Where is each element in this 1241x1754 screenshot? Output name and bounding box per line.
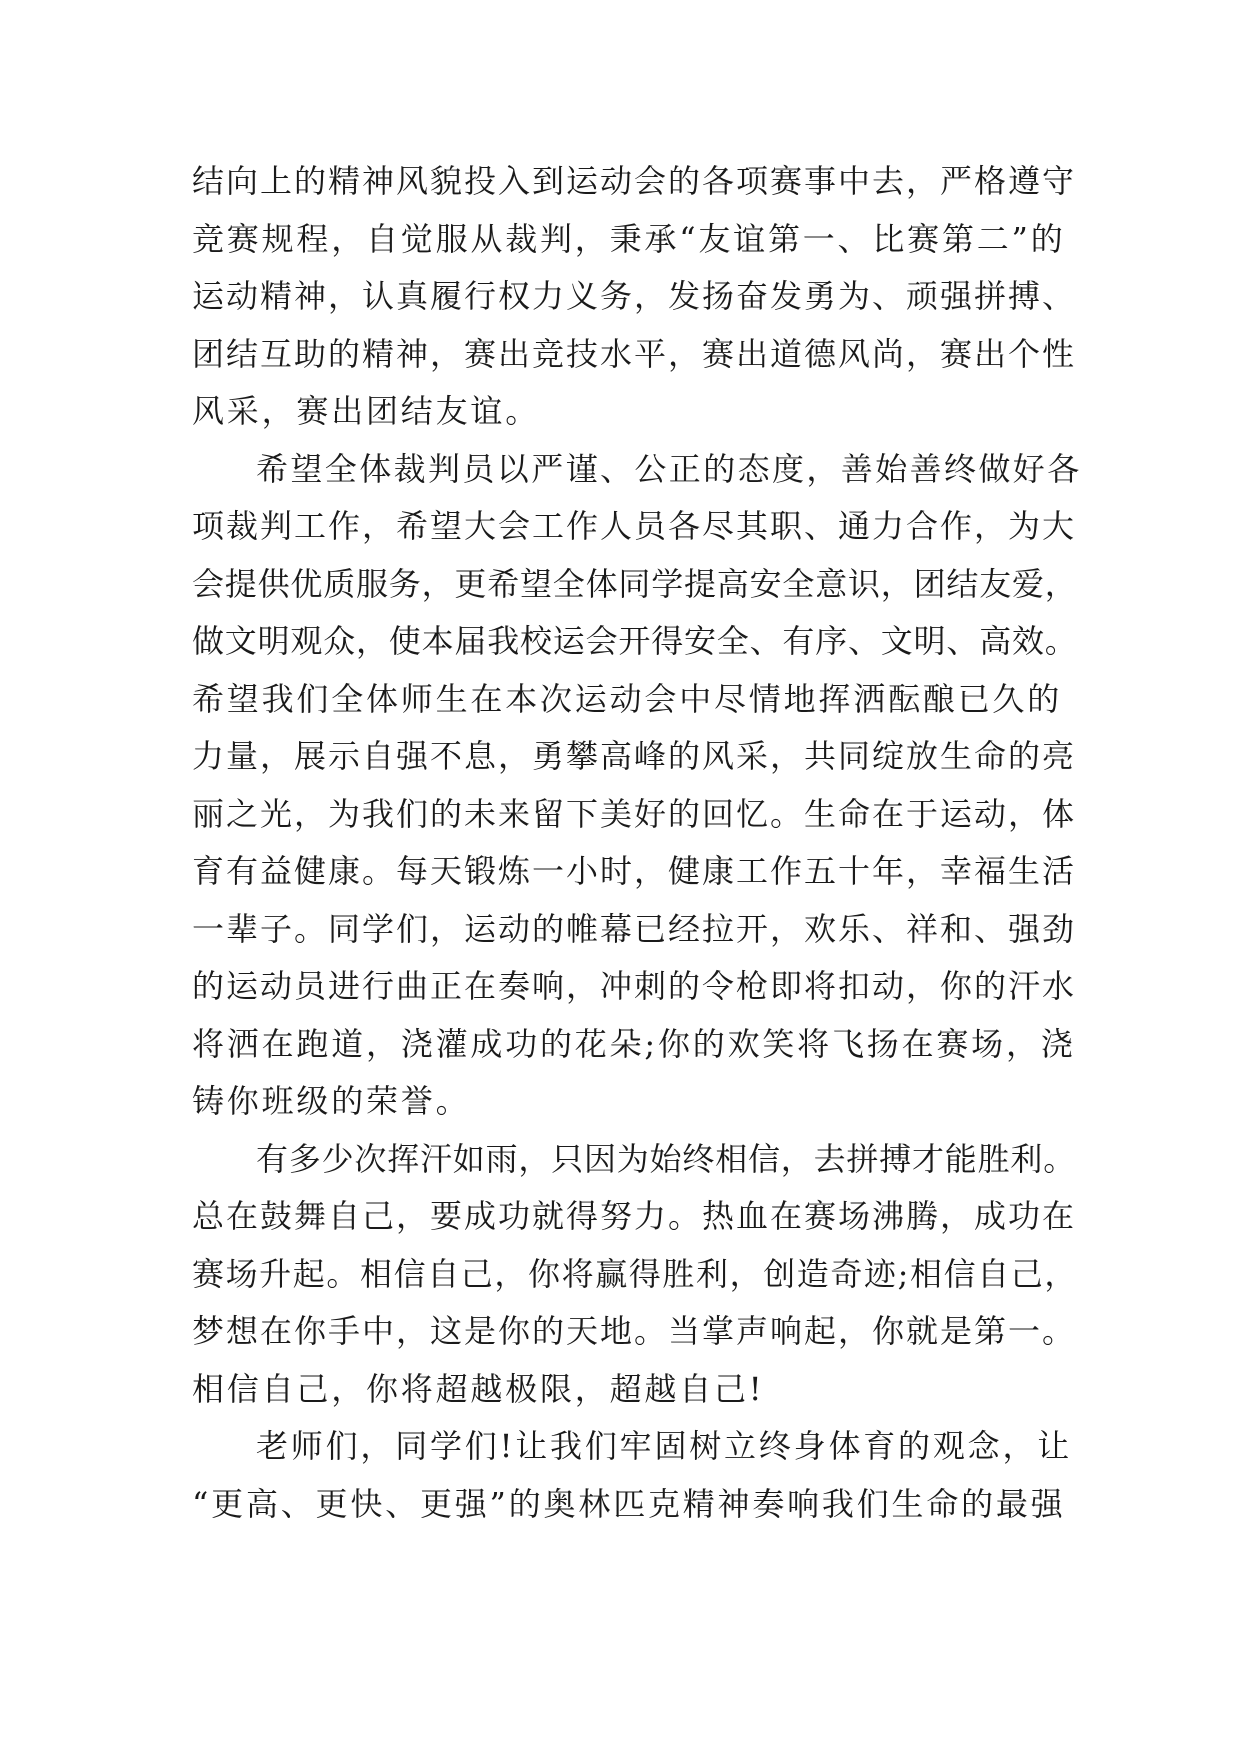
text-line: 结向上的精神风貌投入到运动会的各项赛事中去，严格遵守	[192, 162, 1077, 200]
text-line: 一辈子。同学们，运动的帷幕已经拉开，欢乐、祥和、强劲	[192, 909, 1077, 948]
text-line: 运动精神，认真履行权力义务，发扬奋发勇为、顽强拼搏、	[192, 277, 1077, 315]
text-line: 梦想在你手中，这是你的天地。当掌声响起，你就是第一。	[192, 1312, 1077, 1350]
text-line: 老师们，同学们!让我们牢固树立终身体育的观念，让	[256, 1427, 1073, 1465]
text-line: 有多少次挥汗如雨，只因为始终相信，去拼搏才能胜利。	[256, 1139, 1077, 1178]
text-line: 相信自己，你将超越极限，超越自己!	[192, 1369, 765, 1408]
text-line: 团结互助的精神，赛出竞技水平，赛出道德风尚，赛出个性	[192, 334, 1077, 373]
text-line: 项裁判工作，希望大会工作人员各尽其职、通力合作，为大	[192, 507, 1077, 545]
text-line: “更高、更快、更强”的奥林匹克精神奏响我们生命的最强	[192, 1484, 1066, 1523]
text-line: 会提供优质服务，更希望全体同学提高安全意识，团结友爱，	[192, 564, 1078, 603]
text-line: 希望全体裁判员以严谨、公正的态度，善始善终做好各	[256, 449, 1082, 488]
text-line: 将洒在跑道，浇灌成功的花朵;你的欢笑将飞扬在赛场，浇	[192, 1024, 1076, 1063]
text-line: 的运动员进行曲正在奏响，冲刺的令枪即将扣动，你的汗水	[192, 967, 1077, 1005]
text-line: 赛场升起。相信自己，你将赢得胜利，创造奇迹;相信自己，	[192, 1254, 1078, 1293]
text-line: 铸你班级的荣誉。	[192, 1082, 471, 1120]
text-line: 希望我们全体师生在本次运动会中尽情地挥洒酝酿已久的	[192, 679, 1063, 718]
text-line: 竞赛规程，自觉服从裁判，秉承“友谊第一、比赛第二”的	[192, 219, 1066, 258]
text-line: 育有益健康。每天锻炼一小时，健康工作五十年，幸福生活	[192, 852, 1077, 890]
text-line: 风采，赛出团结友谊。	[192, 392, 541, 430]
body-text	[192, 153, 1082, 1533]
text-line: 做文明观众，使本届我校运会开得安全、有序、文明、高效。	[192, 622, 1078, 660]
text-line: 力量，展示自强不息，勇攀高峰的风采，共同绽放生命的亮	[192, 737, 1077, 775]
text-line: 丽之光，为我们的未来留下美好的回忆。生命在于运动，体	[192, 794, 1077, 833]
text-line: 总在鼓舞自己，要成功就得努力。热血在赛场沸腾，成功在	[192, 1197, 1077, 1235]
